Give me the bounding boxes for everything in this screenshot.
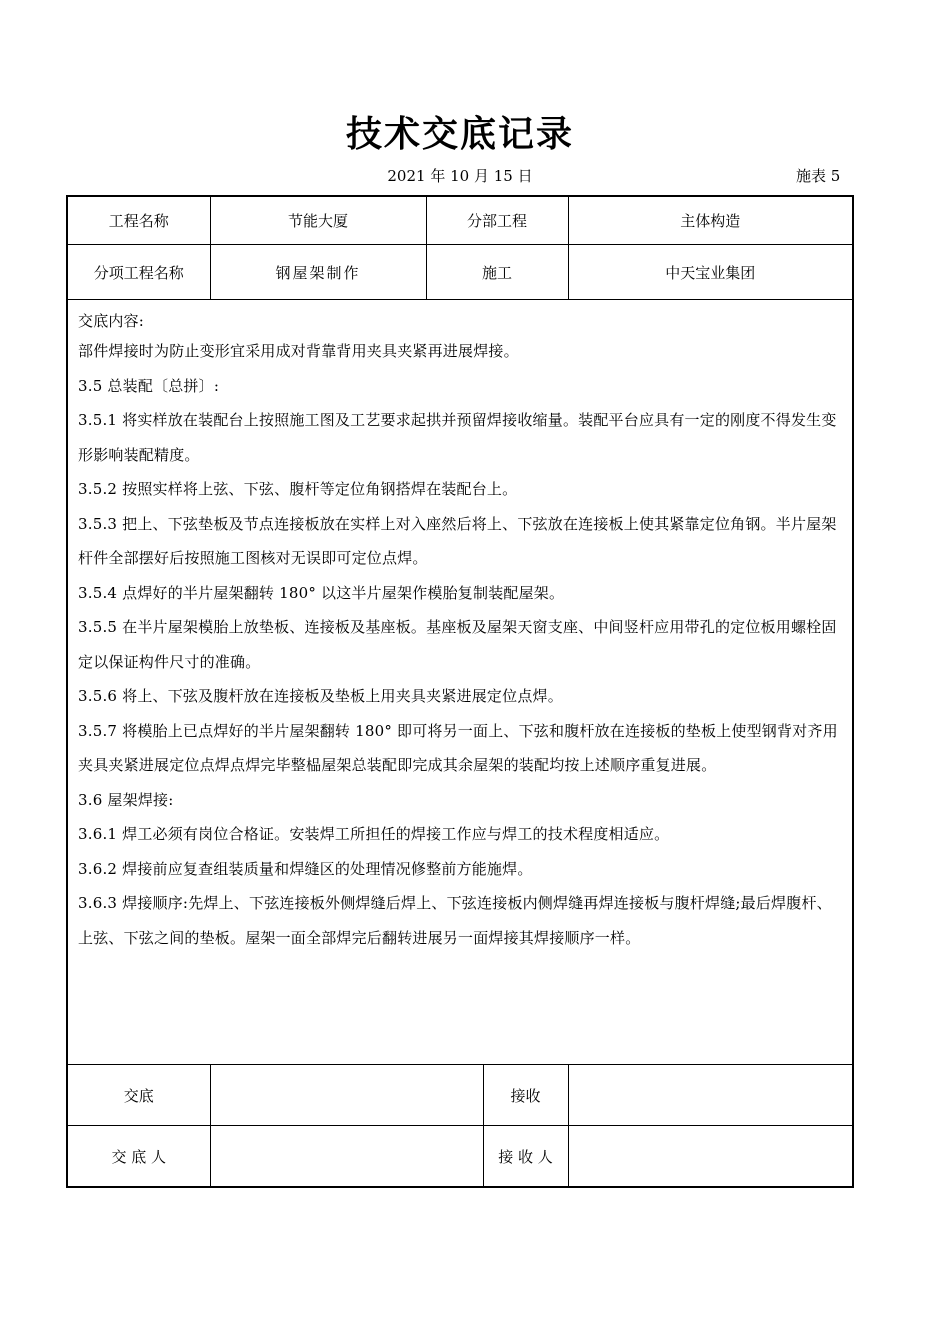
content-paragraph: 3.6.1 焊工必须有岗位合格证。安装焊工所担任的焊接工作应与焊工的技术程度相适应。 [78,825,670,843]
handover-person-label: 交 底 人 [67,1126,210,1188]
signoff-row-1 [67,1065,853,1126]
division-value: 主体构造 [568,196,853,245]
division-label: 分部工程 [426,196,568,245]
handover-person-field[interactable] [210,1126,483,1188]
content-paragraph: 3.5.5 在半片屋架模胎上放垫板、连接板及基座板。基座板及屋架天窗支座、中间竖杆应用带孔的定位板用螺栓固定以保证构件尺寸的准确。 [78,618,837,671]
content-paragraph: 3.5.1 将实样放在装配台上按照施工图及工艺要求起拱并预留焊接收缩量。装配平台应具有一定的刚度不得发生变形影响装配精度。 [78,411,837,464]
receiver-label: 接 收 人 [483,1126,568,1188]
content-label: 交底内容: [78,312,145,330]
project-name-label: 工程名称 [67,196,210,245]
content-paragraph: 3.5.3 把上、下弦垫板及节点连接板放在实样上对入座然后将上、下弦放在连接板上使其紧靠定位角钢。半片屋架杆件全部摆好后按照施工图核对无误即可定位点焊。 [78,514,837,567]
handover-field[interactable] [210,1065,483,1126]
construction-label: 施工 [426,245,568,300]
record-table [66,195,854,1188]
content-paragraph: 3.5 总装配〔总拼〕: [78,376,220,395]
subitem-value: 钢屋架制作 [210,245,426,300]
receive-label: 接收 [483,1065,568,1126]
content-cell [67,300,853,1065]
project-name-value: 节能大厦 [210,196,426,245]
content-paragraph: 3.5.6 将上、下弦及腹杆放在连接板及垫板上用夹具夹紧进展定位点焊。 [78,687,563,705]
content-paragraph: 3.6.3 焊接顺序:先焊上、下弦连接板外侧焊缝后焊上、下弦连接板内侧焊缝再焊连接板与腹杆焊缝;最后焊腹杆、上弦、下弦之间的垫板。屋架一面全部焊完后翻转进展另一面焊接其焊接顺序一样。 [78,894,832,947]
content-paragraph: 3.6 屋架焊接: [78,790,174,809]
info-row-2 [67,245,853,300]
content-paragraph: 3.5.2 按照实样将上弦、下弦、腹杆等定位角钢搭焊在装配台上。 [78,480,518,498]
form-number: 施表 5 [796,167,841,185]
record-date: 2021 年 10 月 15 日 [387,167,533,185]
receive-field[interactable] [568,1065,853,1126]
content-paragraph: 部件焊接时为防止变形宜采用成对背靠背用夹具夹紧再进展焊接。 [78,342,519,360]
content-paragraph: 3.6.2 焊接前应复查组装质量和焊缝区的处理情况修整前方能施焊。 [78,859,533,878]
construction-value: 中天宝业集团 [568,245,853,300]
document-title: 技术交底记录 [345,114,574,155]
handover-label: 交底 [67,1065,210,1126]
signoff-row-2 [67,1126,853,1188]
subitem-label: 分项工程名称 [67,245,210,300]
content-row [67,300,853,1065]
info-row-1 [67,196,853,245]
content-paragraph: 3.5.7 将模胎上已点焊好的半片屋架翻转 180° 即可将另一面上、下弦和腹杆放在连接板的垫板上使型钢背对齐用夹具夹紧进展定位点焊点焊完毕整榀屋架总装配即完成其余屋架的装配均按上述顺序重复进展。 [78,721,838,774]
content-paragraph: 3.5.4 点焊好的半片屋架翻转 180° 以这半片屋架作模胎复制装配屋架。 [78,583,565,602]
receiver-field[interactable] [568,1126,853,1188]
